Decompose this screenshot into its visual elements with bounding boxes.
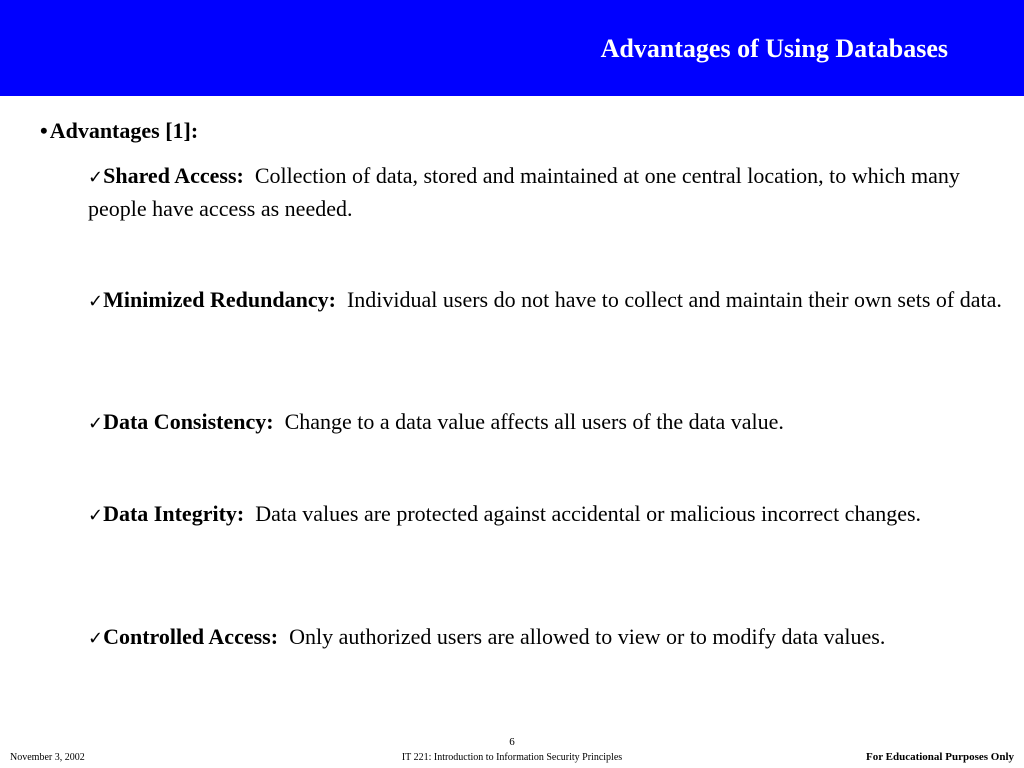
checkmark-icon: ✓ bbox=[88, 628, 104, 649]
page-number: 6 bbox=[509, 736, 515, 748]
point-term: Minimized Redundancy: bbox=[103, 287, 336, 312]
point-term: Data Integrity: bbox=[103, 501, 245, 526]
point-description: Data values are protected against accidental or malicious incorrect changes. bbox=[255, 501, 922, 526]
point-minimized-redundancy bbox=[88, 284, 1013, 317]
footer-date: November 3, 2002 bbox=[10, 752, 85, 763]
point-data-integrity bbox=[88, 498, 1013, 531]
main-heading: Advantages [1]: bbox=[49, 118, 199, 143]
point-description: Only authorized users are allowed to view or to modify data values. bbox=[289, 624, 886, 649]
point-controlled-access bbox=[88, 621, 1013, 654]
point-term: Data Consistency: bbox=[103, 409, 274, 434]
checkmark-icon: ✓ bbox=[88, 291, 104, 312]
bullet-icon: • bbox=[40, 118, 48, 143]
point-description: Individual users do not have to collect and maintain their own sets of data. bbox=[346, 287, 1002, 312]
point-shared-access bbox=[88, 160, 1013, 224]
checkmark-icon: ✓ bbox=[88, 505, 104, 526]
point-description: Change to a data value affects all users of the data value. bbox=[284, 409, 784, 434]
point-term: Shared Access: bbox=[103, 163, 244, 188]
slide-title: Advantages of Using Databases bbox=[600, 34, 948, 63]
main-bullet bbox=[40, 118, 198, 144]
point-data-consistency bbox=[88, 406, 1013, 439]
point-term: Controlled Access: bbox=[103, 624, 279, 649]
title-banner bbox=[0, 0, 1024, 96]
point-description: Collection of data, stored and maintained at one central location, to which many people have access as needed. bbox=[88, 163, 960, 221]
checkmark-icon: ✓ bbox=[88, 413, 104, 434]
checkmark-icon: ✓ bbox=[88, 167, 104, 188]
footer-notice: For Educational Purposes Only bbox=[865, 751, 1014, 763]
footer-course: IT 221: Introduction to Information Security Principles bbox=[401, 752, 623, 763]
